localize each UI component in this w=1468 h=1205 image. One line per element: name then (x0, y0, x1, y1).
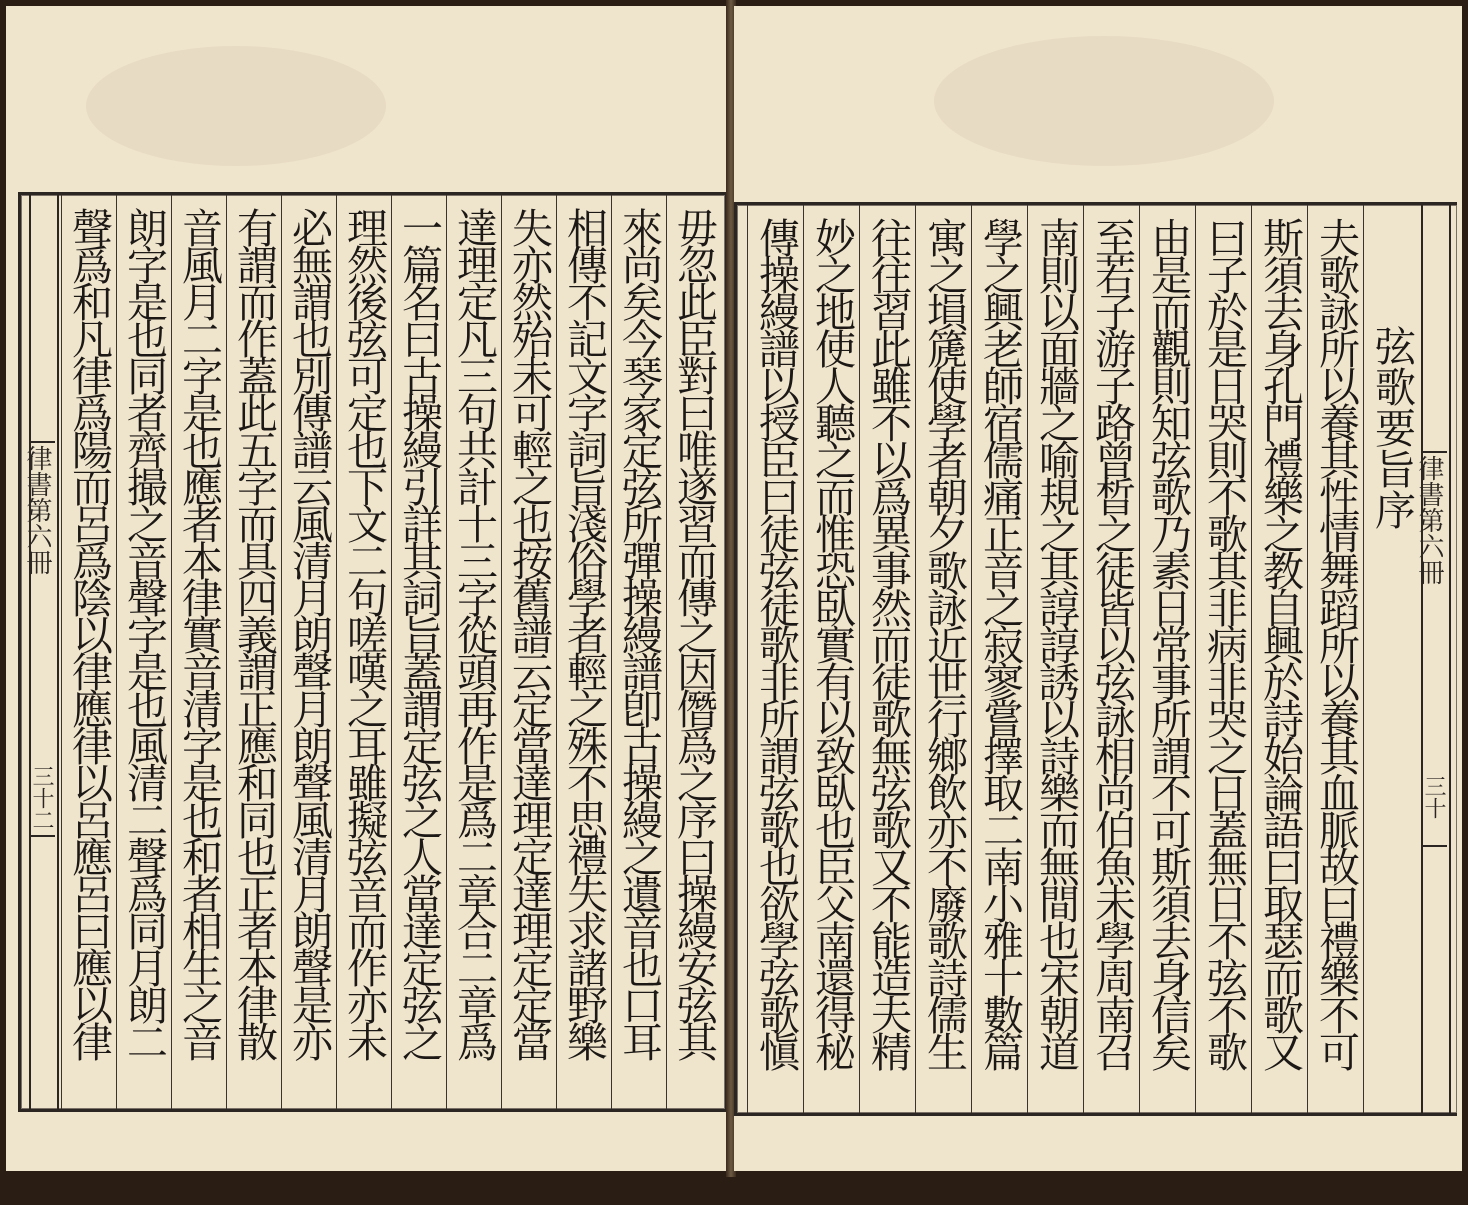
right-text-column (1083, 205, 1140, 1113)
left-column-text: 一篇名曰古操縵引詳其詞旨蓋謂定弦之人當達定弦之 (395, 207, 443, 1058)
right-column-text: 學之興老師宿儒痛正音之寂寥嘗擇取二南小雅十數篇 (976, 217, 1024, 1068)
fish-tail-mark-top (29, 427, 55, 443)
left-column-text: 朗字是也同者齊撮之音聲字是也風清二聲爲同月朗二 (120, 207, 168, 1058)
paper-stain (934, 36, 1274, 166)
left-text-column (556, 195, 612, 1109)
right-column-text: 寓之塤篪使學者朝夕歌詠近世行鄉飲亦不廢歌詩儒生 (920, 217, 968, 1068)
left-column-text: 毋忽此臣對曰唯遂習而傳之因僭爲之序曰操縵安弦其 (670, 207, 718, 1058)
left-column-text: 音風月二字是也應者本律實音清字是也和者相生之音 (175, 207, 223, 1058)
right-text-column (1363, 205, 1420, 1113)
right-text-frame (734, 202, 1457, 1116)
right-column-text: 夫歌詠所以養其性情舞蹈所以養其血脈故曰禮樂不可 (1312, 217, 1360, 1068)
right-text-column (1027, 205, 1084, 1113)
left-text-column (666, 195, 722, 1109)
right-text-column (803, 205, 860, 1113)
left-page-number: 三十二 (29, 765, 54, 831)
right-column-text: 傳操縵譜以授臣曰徒弦徒歌非所謂弦歌也欲學弦歌愼 (752, 217, 800, 1068)
right-text-column (747, 205, 804, 1113)
left-page (6, 6, 728, 1171)
left-column-text: 來尚矣今琴家定弦所彈操縵譜卽古操縵之遺音也口耳 (615, 207, 663, 1058)
left-text-column (336, 195, 392, 1109)
right-column-text: 至若子游子路曾晳之徒皆以弦詠相尚伯魚未學周南召 (1088, 217, 1136, 1068)
right-text-column (1307, 205, 1364, 1113)
right-column-text: 南則以面牆之喻規之其諄諄誘以詩樂而無間也宋朝道 (1032, 217, 1080, 1068)
right-column-text: 斯須去身孔門禮樂之教自興於詩始論語曰取瑟而歌又 (1256, 217, 1304, 1068)
left-banner-label: 律書第六冊 (22, 445, 52, 575)
right-text-column (915, 205, 972, 1113)
right-column-text: 妙之地使人聽之而惟恐臥實有以致臥也臣父南還得秘 (808, 217, 856, 1068)
paper-stain (86, 46, 386, 166)
right-column-text: 曰子於是日哭則不歌其非病非哭之日蓋無日不弦不歌 (1200, 217, 1248, 1068)
left-column-text: 相傳不記文字詞旨淺俗學者輕之殊不思禮失求諸野樂 (560, 207, 608, 1058)
left-text-column (391, 195, 447, 1109)
left-column-text: 理然後弦可定也下文二句嗟嘆之耳雖擬弦音而作亦未 (340, 207, 388, 1058)
left-column-text: 聲爲和凡律爲陽而呂爲陰以律應律以呂應呂曰應以律 (65, 207, 113, 1058)
left-text-column (501, 195, 557, 1109)
fish-tail-mark-bottom (1421, 845, 1447, 861)
left-text-column (171, 195, 227, 1109)
right-column-text: 由是而觀則知弦歌乃素日常事所謂不可斯須去身信矣 (1144, 217, 1192, 1068)
fish-tail-mark-top (1421, 437, 1447, 453)
fish-tail-mark-bottom (29, 835, 55, 851)
left-column-text: 失亦然殆未可輕之也按舊譜云定當達理定達理定定當 (505, 207, 553, 1058)
right-banner-column (1414, 205, 1451, 1113)
right-text-column (971, 205, 1028, 1113)
left-text-column (226, 195, 282, 1109)
left-text-column (116, 195, 172, 1109)
left-text-column (611, 195, 667, 1109)
left-text-column (61, 195, 117, 1109)
left-column-text: 有謂而作蓋此五字而具四義謂正應和同也正者本律散 (230, 207, 278, 1058)
left-text-column (281, 195, 337, 1109)
left-text-frame (18, 192, 728, 1112)
right-banner-label: 律書第六冊 (1414, 455, 1444, 585)
right-text-column (859, 205, 916, 1113)
preface-title: 弦歌要旨序 (1368, 325, 1416, 530)
right-text-column (1139, 205, 1196, 1113)
left-column-text: 必無謂也別傳譜云風清月朗聲月朗聲風清月朗聲是亦 (285, 207, 333, 1058)
left-banner-column (22, 195, 59, 1109)
right-page (734, 6, 1462, 1171)
left-column-text: 達理定凡三句共計十三字從頭再作是爲二章合二章爲 (450, 207, 498, 1058)
right-text-column (1195, 205, 1252, 1113)
right-text-column (1251, 205, 1308, 1113)
right-page-number: 三十 (1421, 775, 1446, 819)
left-text-column (446, 195, 502, 1109)
right-column-text: 往往習此雖不以爲異事然而徒歌無弦歌又不能造夫精 (864, 217, 912, 1068)
